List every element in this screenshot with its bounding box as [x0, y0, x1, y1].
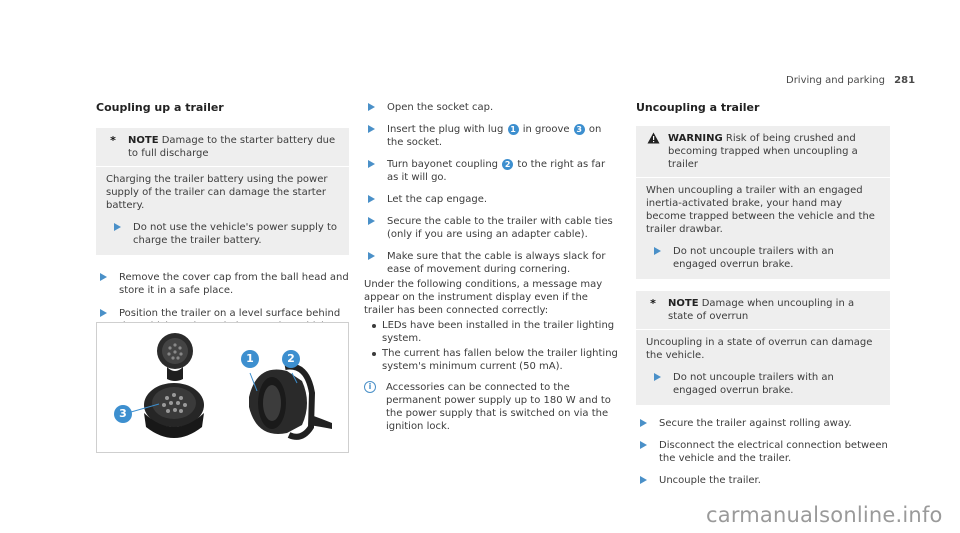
note-icon: * [110, 134, 116, 147]
section-heading-uncoupling: Uncoupling a trailer [636, 101, 760, 114]
warning-box [636, 126, 890, 279]
warning-step: Do not uncouple trailers with an engaged overrun brake. [646, 245, 880, 271]
callout-1: 1 [241, 350, 259, 368]
callout-2: 2 [282, 350, 300, 368]
list-item: The current has fallen below the trailer lighting system's minimum current (50 mA). [364, 347, 618, 373]
step-arrow-icon [368, 160, 375, 168]
step-arrow-icon [368, 195, 375, 203]
callout-ref-1: 1 [508, 124, 519, 135]
step-uncouple: Uncouple the trailer. [636, 474, 890, 487]
callout-3: 3 [114, 405, 132, 423]
step-arrow-icon [654, 247, 661, 255]
step-turn-coupling: Turn bayonet coupling 2 to the right as far as it will go. [364, 158, 618, 184]
info-text: Accessories can be connected to the permanent power supply up to 180 W and to the power supply that is switched on via the ignition lock. [386, 382, 611, 432]
note-header [636, 291, 890, 330]
note-step [106, 221, 339, 247]
step-arrow-icon [100, 273, 107, 281]
step-cap-engage: Let the cap engage. [364, 193, 618, 206]
step-arrow-icon [368, 252, 375, 260]
callout-ref-2: 2 [502, 159, 513, 170]
note-body [636, 330, 890, 405]
info-note [364, 381, 618, 433]
note-label: NOTE [128, 135, 159, 146]
note-box-overrun [636, 291, 890, 405]
step-remove-cap: Remove the cover cap from the ball head and store it in a safe place. [96, 271, 349, 297]
step-arrow-icon [368, 217, 375, 225]
note-label: NOTE [668, 298, 699, 309]
step-insert-plug: Insert the plug with lug 1 in groove 3 on the socket. [364, 123, 618, 149]
note-title: Damage to the starter battery due to full discharge [128, 135, 336, 159]
note-body [96, 167, 349, 255]
right-column [636, 101, 890, 487]
conditions-list [364, 319, 618, 373]
note-text: Charging the trailer battery using the power supply of the trailer can damage the starter battery. [106, 174, 328, 211]
step-arrow-icon [640, 441, 647, 449]
warning-label: WARNING [668, 133, 723, 144]
step-arrow-icon [368, 125, 375, 133]
warning-body [636, 178, 890, 279]
page-number: 281 [894, 75, 916, 86]
note-box-battery [96, 128, 349, 255]
conditions-intro: Under the following conditions, a message may appear on the instrument display even if the trailer has been connected correctly: [364, 279, 603, 316]
warning-title: Risk of being crushed and becoming trapped when uncoupling a trailer [668, 133, 858, 170]
note-step: Do not uncouple trailers with an engaged overrun brake. [646, 371, 880, 397]
note-header [96, 128, 349, 167]
step-arrow-icon [114, 223, 121, 231]
step-open-cap: Open the socket cap. [364, 101, 618, 114]
warning-header [636, 126, 890, 178]
step-arrow-icon [100, 309, 107, 317]
socket-figure [96, 322, 349, 453]
middle-column [364, 101, 618, 433]
page-header [786, 75, 915, 86]
list-item: LEDs have been installed in the trailer lighting system. [364, 319, 618, 345]
watermark-text: carmanualsonline.info [706, 503, 943, 527]
step-arrow-icon [654, 373, 661, 381]
step-cable-slack: Make sure that the cable is always slack for ease of movement during cornering. [364, 250, 618, 276]
note-title: Damage when uncoupling in a state of overrun [668, 298, 855, 322]
step-arrow-icon [368, 103, 375, 111]
section-heading-coupling: Coupling up a trailer [96, 101, 224, 114]
left-column [96, 101, 349, 333]
step-arrow-icon [640, 419, 647, 427]
note-step-text: Do not use the vehicle's power supply to charge the trailer battery. [133, 222, 338, 246]
note-icon: * [650, 297, 656, 310]
step-position-trailer: Position the trailer on a level surface behind [96, 307, 349, 333]
warning-triangle-icon [646, 132, 660, 171]
trailer-socket-illustration [97, 323, 350, 454]
step-arrow-icon [640, 476, 647, 484]
warning-text: When uncoupling a trailer with an engaged inertia-activated brake, your hand may become trapped between the vehicle and the trailer drawbar. [646, 185, 875, 235]
step-secure-cable: Secure the cable to the trailer with cable ties (only if you are using an adapter cable). [364, 215, 618, 241]
step-disconnect: Disconnect the electrical connection between the vehicle and the trailer. [636, 439, 890, 465]
callout-ref-3: 3 [574, 124, 585, 135]
step-secure-trailer: Secure the trailer against rolling away. [636, 417, 890, 430]
note-text: Uncoupling in a state of overrun can damage the vehicle. [646, 337, 873, 361]
info-icon: i [364, 381, 376, 393]
section-title: Driving and parking [786, 75, 885, 86]
